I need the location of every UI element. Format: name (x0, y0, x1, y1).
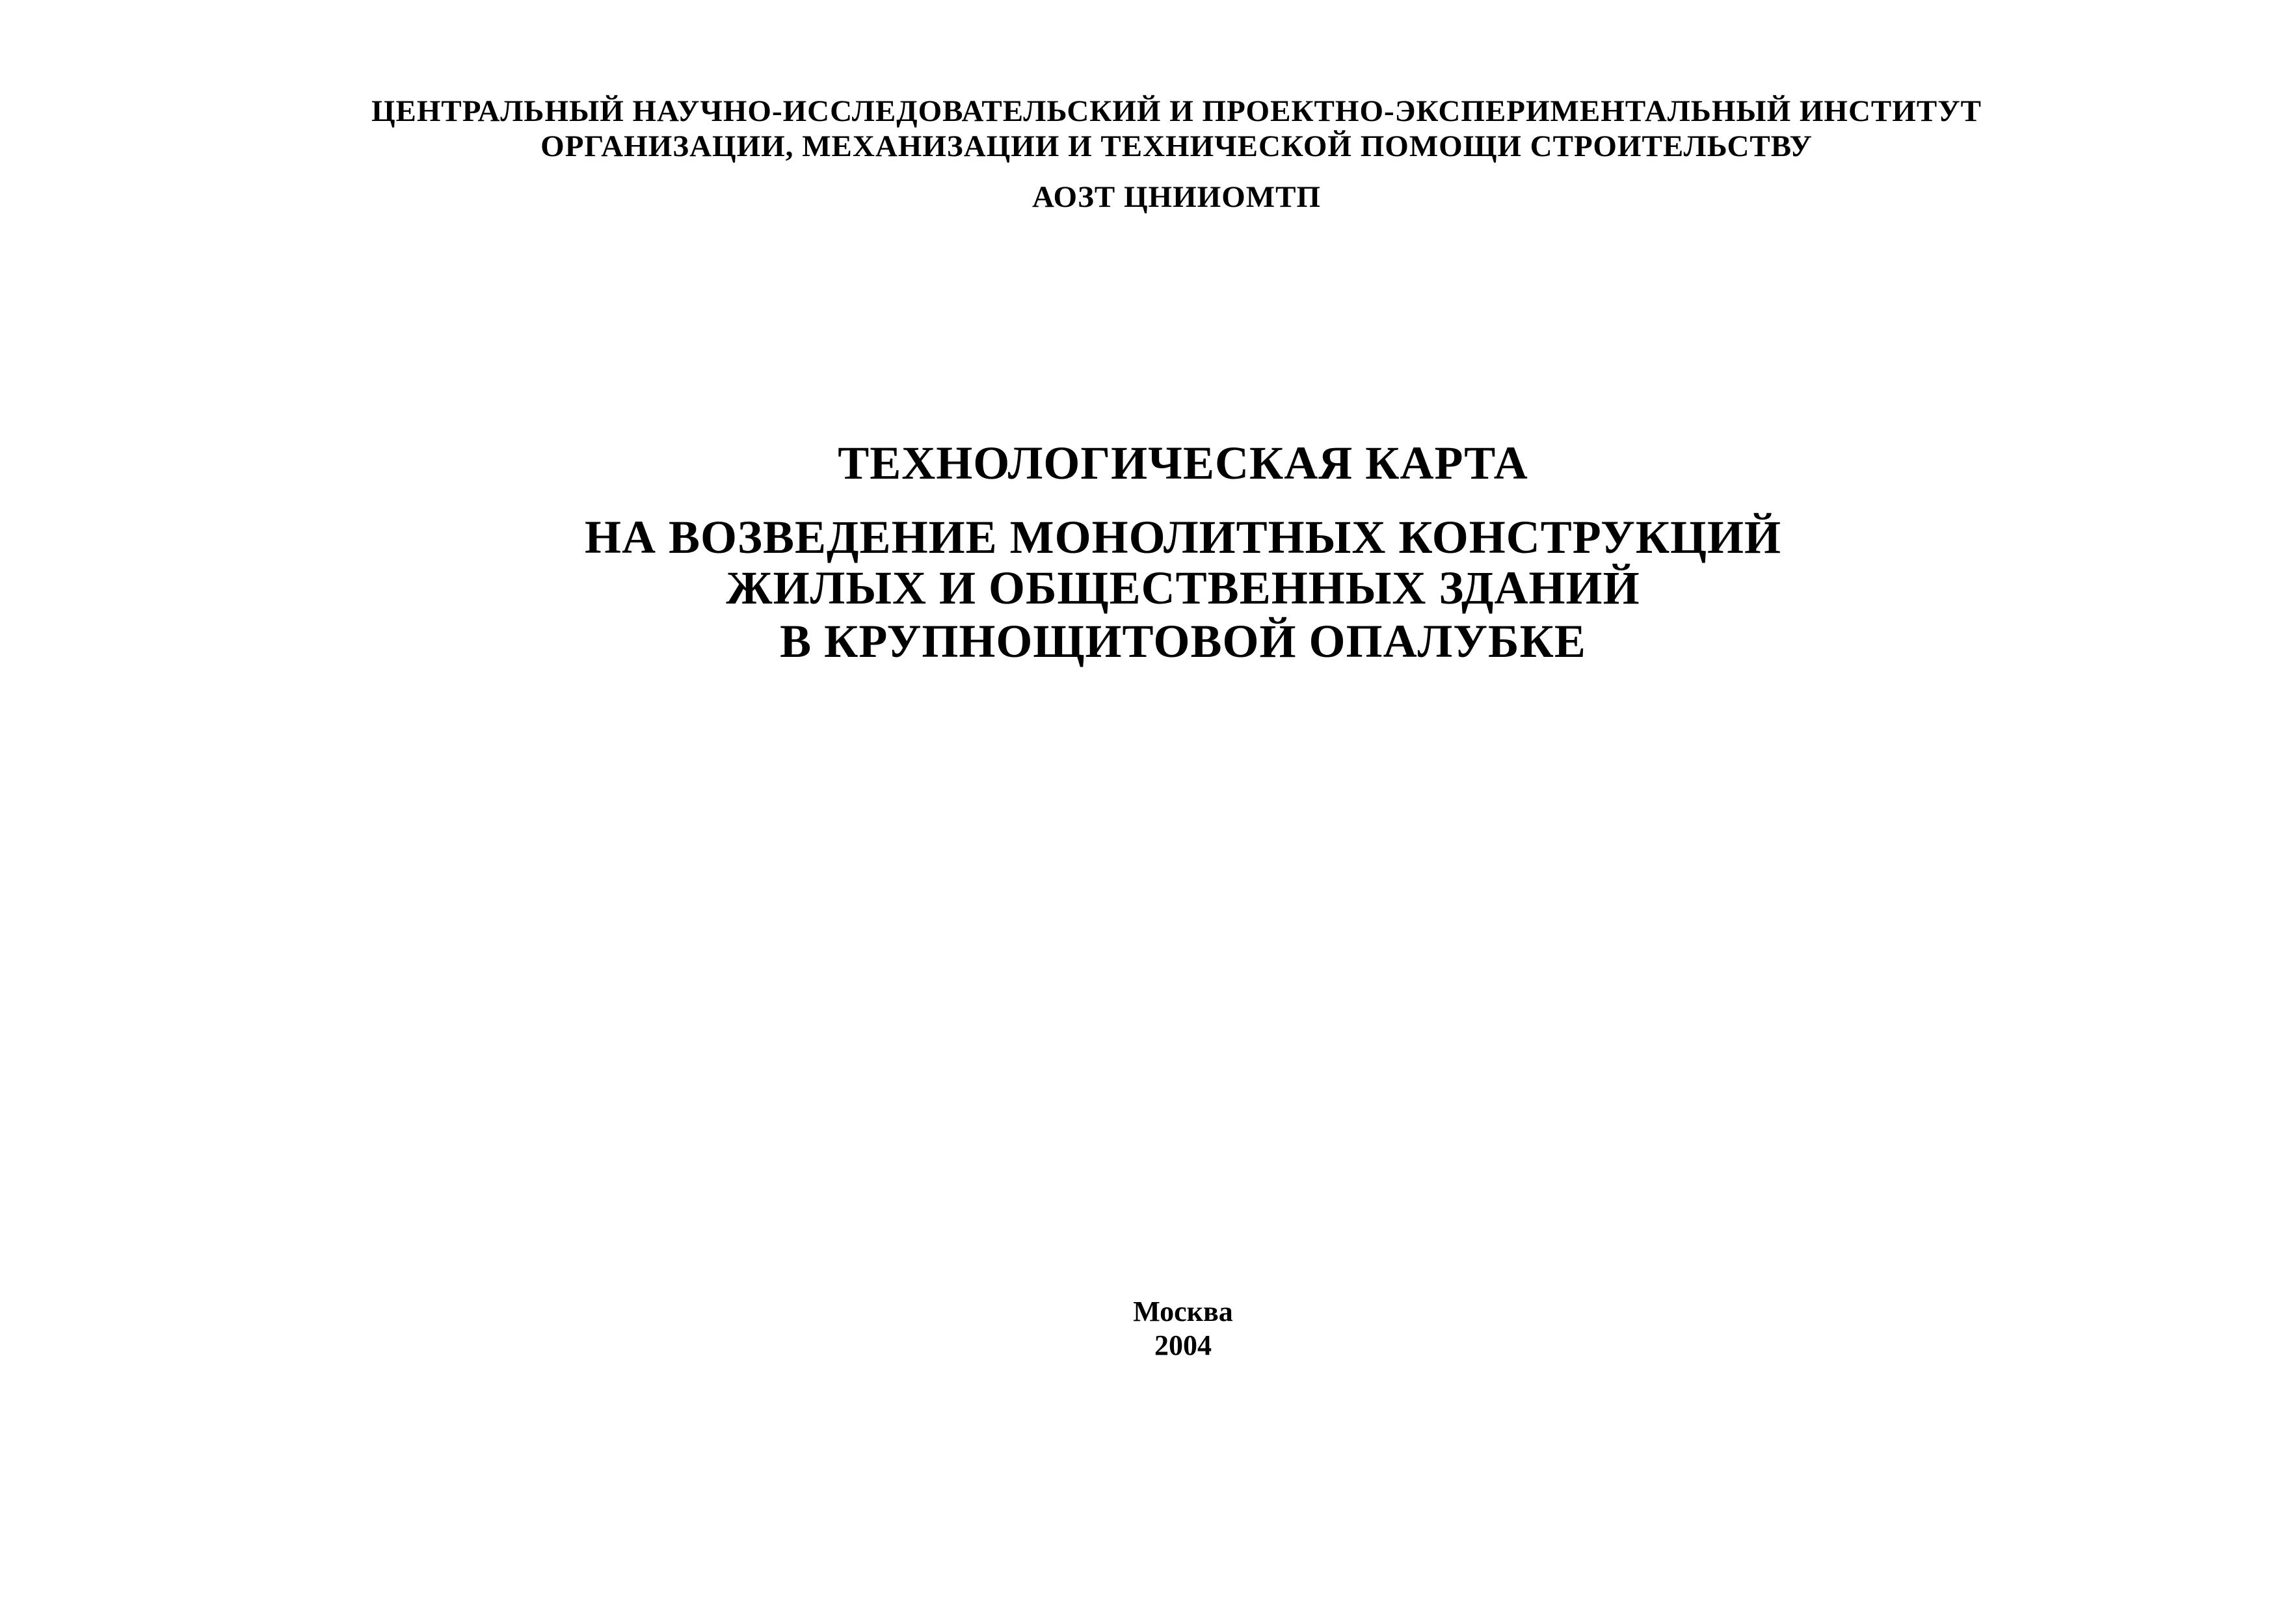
document-title-line-3: ЖИЛЫХ И ОБЩЕСТВЕННЫХ ЗДАНИЙ (726, 562, 1640, 614)
organization-abbreviation: АОЗТ ЦНИИОМТП (1031, 180, 1322, 214)
imprint-year: 2004 (1154, 1329, 1212, 1361)
imprint-city: Москва (1133, 1296, 1233, 1327)
document-title-line-2: НА ВОЗВЕДЕНИЕ МОНОЛИТНЫХ КОНСТРУКЦИЙ (584, 511, 1782, 563)
document-title-line-4: В КРУПНОЩИТОВОЙ ОПАЛУБКЕ (780, 615, 1586, 667)
institute-name-line-2: ОРГАНИЗАЦИИ, МЕХАНИЗАЦИИ И ТЕХНИЧЕСКОЙ ПОМОЩИ СТРОИТЕЛЬСТВУ (540, 129, 1813, 163)
document-title-line-1: ТЕХНОЛОГИЧЕСКАЯ КАРТА (838, 437, 1528, 489)
institute-name-line-1: ЦЕНТРАЛЬНЫЙ НАУЧНО-ИССЛЕДОВАТЕЛЬСКИЙ И ПРОЕКТНО-ЭКСПЕРИМЕНТАЛЬНЫЙ ИНСТИТУТ (371, 94, 1982, 128)
